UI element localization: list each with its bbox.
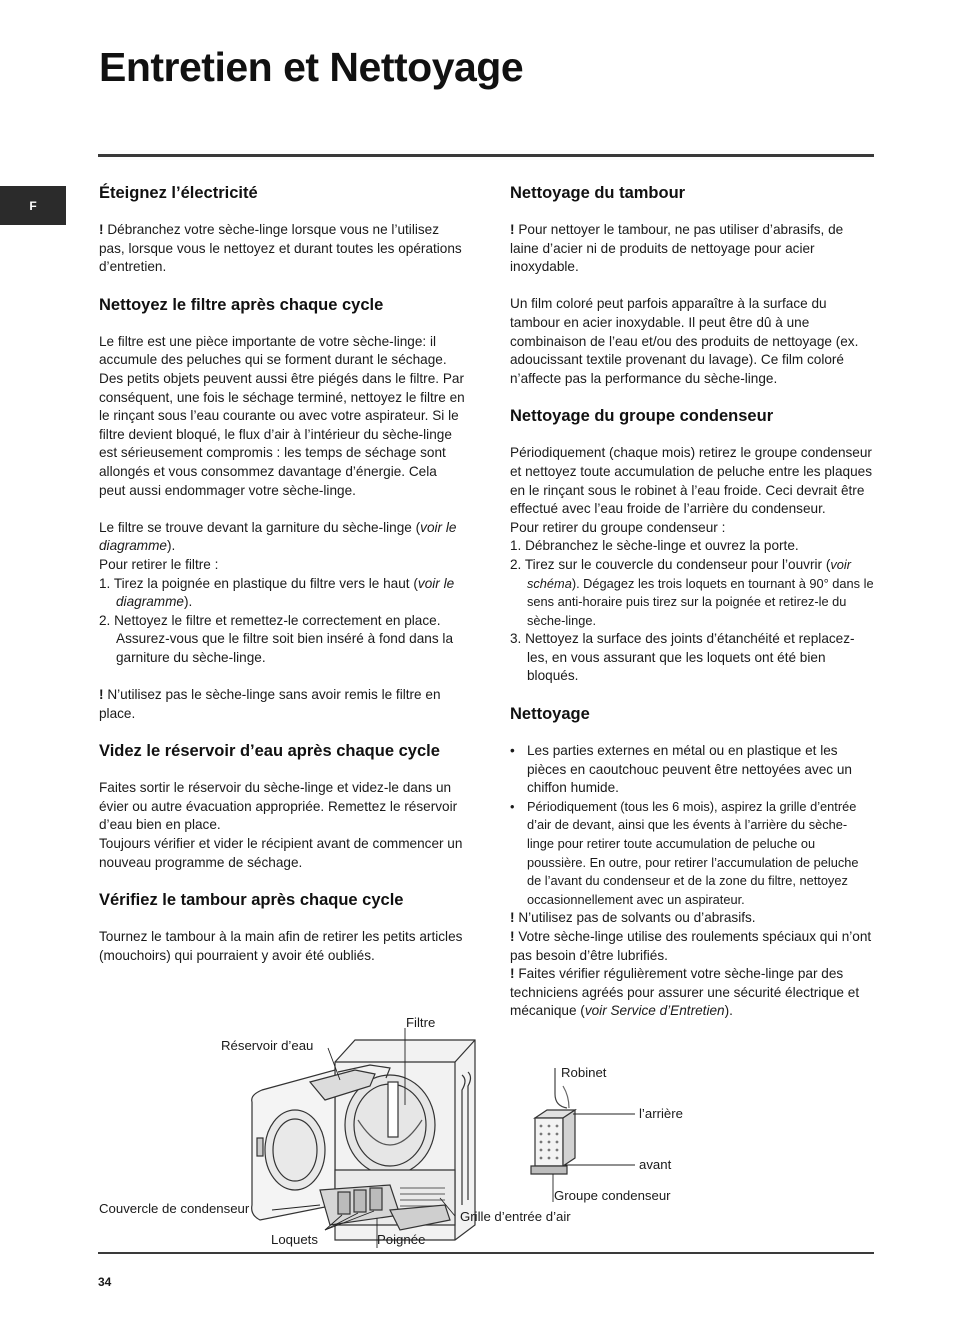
drum-cleaning-text: Un film coloré peut parfois apparaître à la surface du tambour en acier inoxydable. Il peut être dû à une combinaison de l’eau et/ou des produits de nettoyage (ex. adoucissant textile provenant du lavage). Ce film coloré n’affecte pas la performance du sèche-linge.: [510, 296, 859, 386]
filter-warning: ! N’utilisez pas le sèche-linge sans avoir remis le filtre en place.: [99, 687, 441, 721]
condenser-step-2: 2. Tirez sur le couvercle du condenseur pour l’ouvrir (voir schéma). Dégagez les trois loquets en tournant à 90° dans le sens anti-horaire puis tirez sur la poignée et retirez-le du sèche-linge.: [510, 556, 874, 628]
label-filtre: Filtre: [406, 1015, 436, 1030]
label-couvercle: Couvercle de condenseur: [99, 1201, 250, 1216]
section-drum-check: [99, 891, 465, 965]
cleaning-bullets: [510, 742, 874, 909]
cleaning-bullet-2: • Périodiquement (tous les 6 mois), aspirez la grille d’entrée d’air de devant, ainsi que les évents à l’arrière du sèche-linge pour retirer toute accumulation de peluche ou poussière. En outre, pour retirer l’accumulation de peluche de l’avant du condenseur et de la zone du filtre, nettoyez occasionnellement avec un aspirateur.: [510, 798, 874, 910]
heading-filter: Nettoyez le filtre après chaque cycle: [99, 295, 384, 314]
warning-mark: !: [99, 222, 104, 237]
condenser-step-3: 3. Nettoyez la surface des joints d’étanchéité et replacez-les, en vous assurant que les loquets ont été bien bloqués.: [510, 631, 855, 684]
label-robinet: Robinet: [561, 1065, 607, 1080]
condenser-diagram: [525, 1066, 645, 1206]
label-arriere: l’arrière: [639, 1106, 683, 1121]
label-reservoir: Réservoir d’eau: [221, 1038, 314, 1053]
label-loquets: Loquets: [271, 1232, 318, 1247]
section-drum-cleaning: [510, 184, 874, 388]
heading-condenser: Nettoyage du groupe condenseur: [510, 407, 774, 426]
top-divider: [98, 154, 874, 157]
left-column: [99, 184, 465, 984]
cleaning-warning-2: ! Votre sèche-linge utilise des roulements spéciaux qui n’ont pas besoin d’être lubrifiés.: [510, 929, 872, 963]
label-groupe: Groupe condenseur: [554, 1188, 671, 1203]
water-tank-text-1: Faites sortir le réservoir du sèche-linge et videz-le dans un évier ou autre évacuation appropriée. Remettez le réservoir d’eau bien en place.: [99, 780, 458, 833]
condenser-step-1: 1. Débranchez le sèche-linge et ouvrez la porte.: [510, 538, 799, 554]
language-tab: F: [0, 186, 66, 225]
filter-intro: Le filtre est une pièce importante de votre sèche-linge: il accumule des peluches qui se forment durant le séchage. Des petits objets peuvent aussi être piégés dans le filtre. Par conséquent, une fois le séchage terminé, nettoyez le filtre en le rinçant sous l’eau courante ou avec votre aspirateur. Si le filtre devient bloqué, le flux d’air à l’intérieur du sèche-linge est sérieusement compromis : les temps de séchage sont allongés et vous consommez davantage d’énergie. Cela peut aussi endommager votre sèche-linge.: [99, 333, 465, 498]
label-avant: avant: [639, 1157, 672, 1172]
condenser-steps: [510, 537, 874, 686]
filter-location: Le filtre se trouve devant la garniture du sèche-linge (voir le diagramme).: [99, 519, 457, 554]
section-filter: [99, 296, 465, 723]
condenser-remove-intro: Pour retirer du groupe condenseur :: [510, 519, 726, 535]
filter-steps: [99, 575, 465, 668]
cleaning-bullet-1: • Les parties externes en métal ou en plastique et les pièces en caoutchouc peuvent être nettoyées avec un chiffon humide.: [510, 742, 874, 798]
cleaning-warning-3: ! Faites vérifier régulièrement votre sèche-linge par des techniciens agréés pour assurer une sécurité électrique et mécanique (voir Service d’Entretien).: [510, 966, 860, 1019]
section-cleaning: [510, 705, 874, 1021]
filter-remove-intro: Pour retirer le filtre :: [99, 556, 219, 572]
filter-step-2: 2. Nettoyez le filtre et remettez-le correctement en place. Assurez-vous que le filtre soit bien inséré à fond dans la garniture du sèche-linge.: [99, 612, 454, 665]
right-column: [510, 184, 874, 1040]
heading-water-tank: Videz le réservoir d’eau après chaque cycle: [99, 742, 440, 761]
cleaning-warning-1: ! N’utilisez pas de solvants ou d’abrasifs.: [510, 910, 756, 926]
heading-power-off: Éteignez l’électricité: [99, 184, 258, 202]
water-tank-text-2: Toujours vérifier et vider le récipient avant de commencer un nouveau programme de séchage.: [99, 836, 463, 870]
label-poignee: Poignée: [377, 1232, 426, 1247]
heading-drum-cleaning: Nettoyage du tambour: [510, 184, 686, 202]
drum-cleaning-warning: ! Pour nettoyer le tambour, ne pas utiliser d’abrasifs, de laine d’acier ni de produits de nettoyage pour acier inoxydable.: [510, 222, 844, 275]
heading-drum-check: Vérifiez le tambour après chaque cycle: [99, 891, 404, 910]
heading-cleaning: Nettoyage: [510, 705, 590, 724]
drum-check-text: Tournez le tambour à la main afin de retirer les petits articles (mouchoirs) qui pourraient y avoir été oubliés.: [99, 929, 463, 963]
condenser-text: Périodiquement (chaque mois) retirez le groupe condenseur et nettoyez toute accumulation de peluche entre les plaques en le rinçant sous le robinet à l’eau froide. Ceci devrait être effectué avec l’eau froide de l’arrière du condenseur.: [510, 445, 872, 517]
page-title: Entretien et Nettoyage: [99, 44, 524, 90]
filter-step-1: 1. Tirez la poignée en plastique du filtre vers le haut (voir le diagramme).: [99, 575, 455, 610]
page-number: 34: [98, 1275, 112, 1289]
label-grille: Grille d’entrée d’air: [460, 1209, 571, 1224]
bottom-divider: [98, 1252, 874, 1254]
section-power-off: [99, 184, 465, 277]
dryer-diagram: [240, 1020, 490, 1252]
section-condenser: [510, 407, 874, 686]
power-off-text: ! Débranchez votre sèche-linge lorsque vous ne l’utilisez pas, lorsque vous le nettoyez et durant toutes les opérations d’entretien.: [99, 222, 462, 275]
section-water-tank: [99, 742, 465, 872]
